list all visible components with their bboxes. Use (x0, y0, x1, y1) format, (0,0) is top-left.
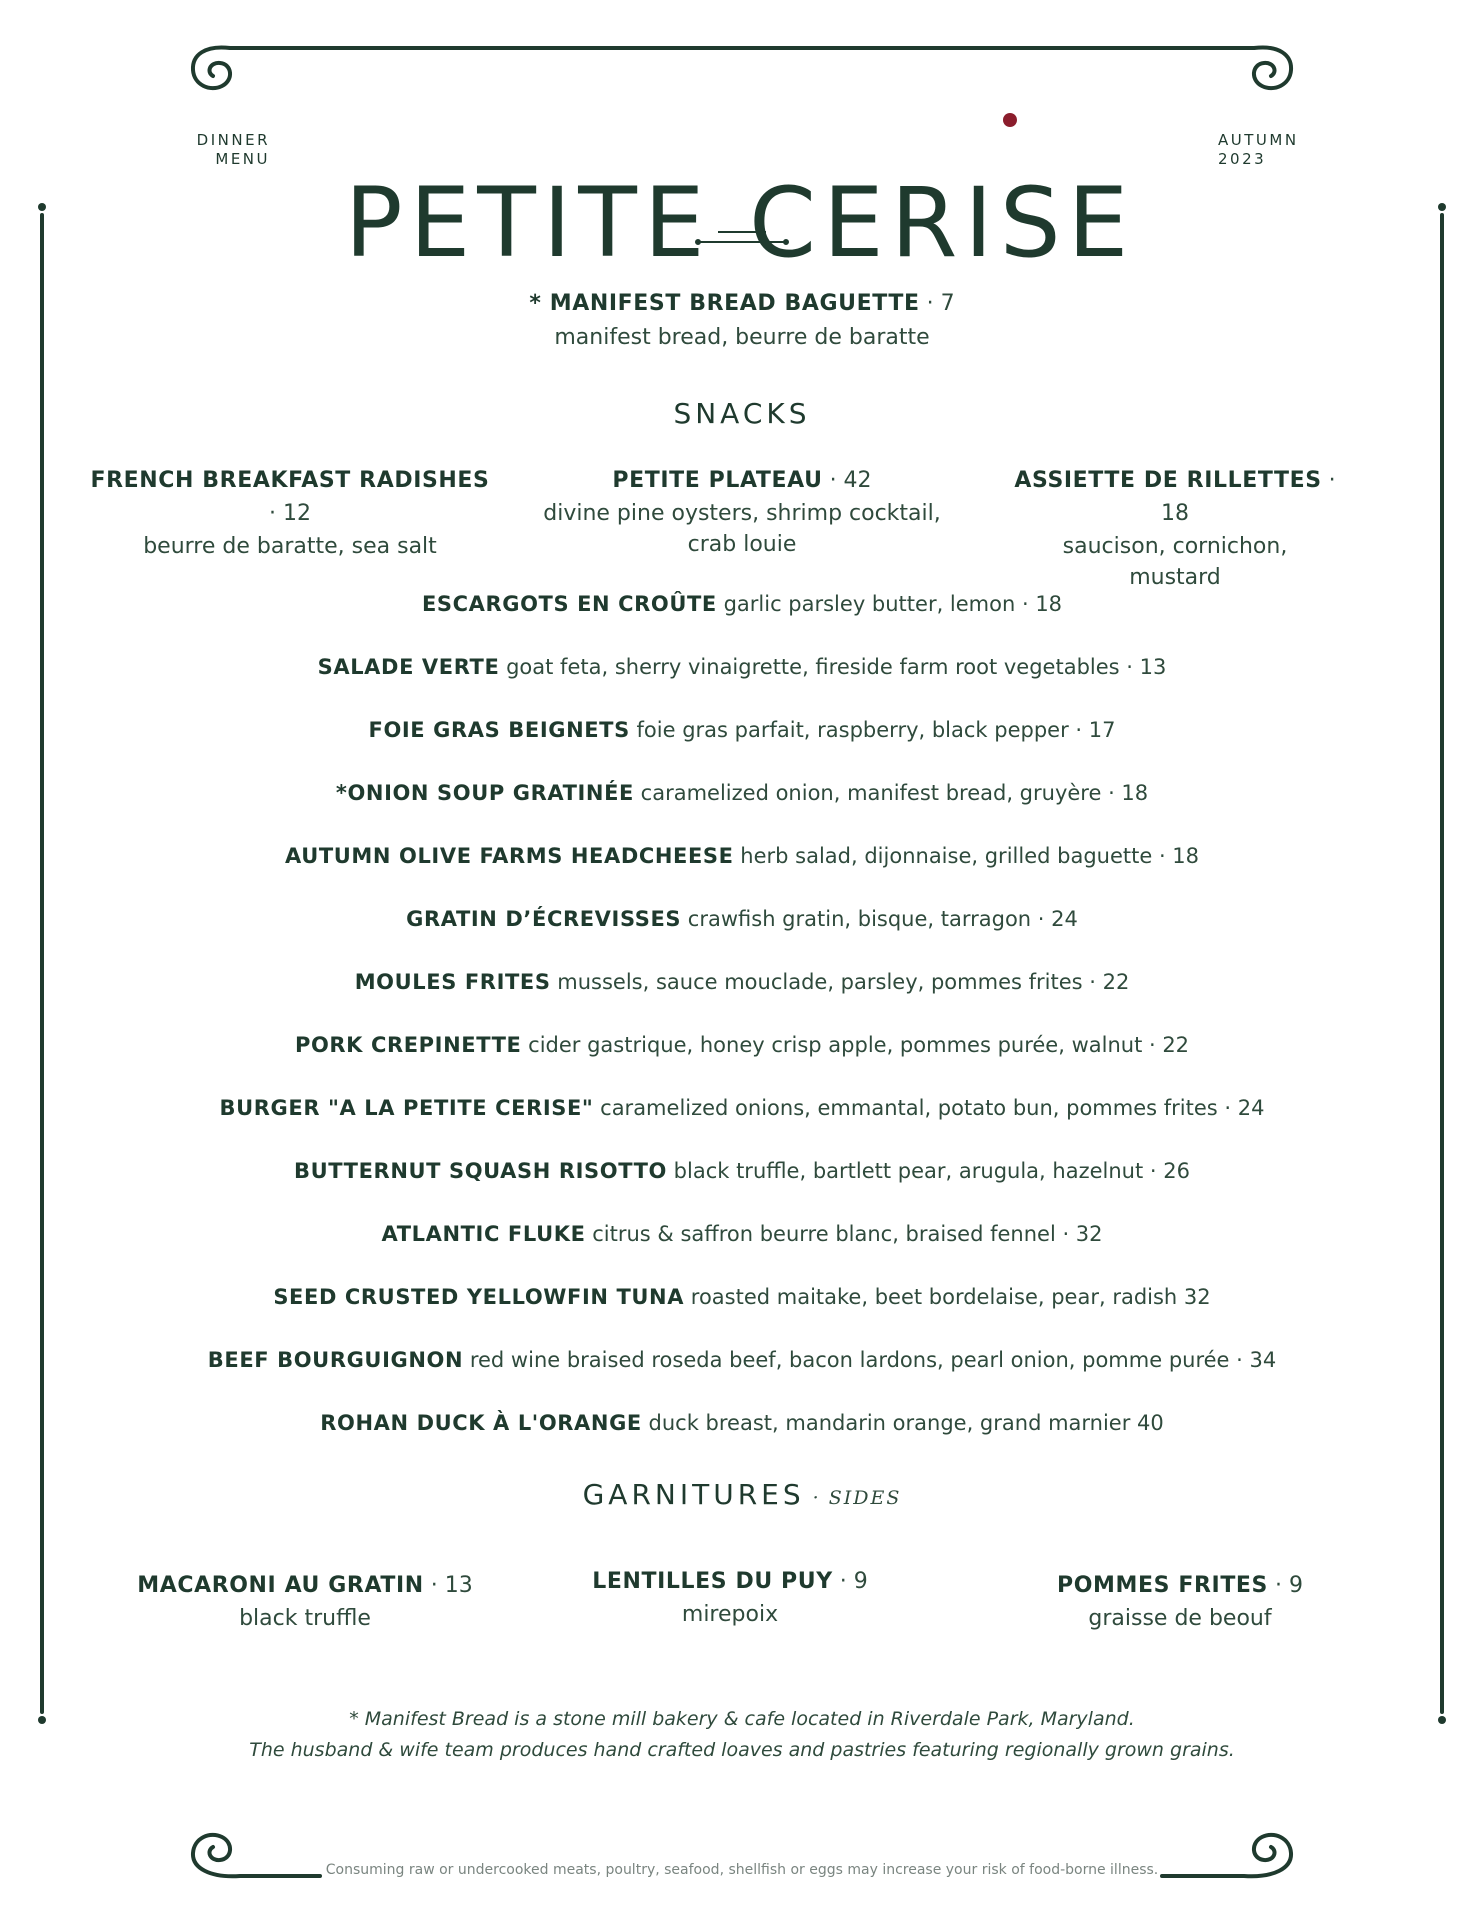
item-name: LENTILLES DU PUY (592, 1569, 833, 1594)
dish-item (0, 652, 1484, 685)
side-item (560, 1566, 900, 1630)
snack-item (90, 465, 490, 562)
item-description: beurre de baratte, sea salt (143, 534, 437, 559)
item-description: mirepoix (681, 1602, 779, 1627)
item-description: graisse de beouf (1088, 1606, 1272, 1631)
dish-item (0, 1219, 1484, 1252)
item-description: saucison, cornichon, (1062, 534, 1288, 559)
item-name: * MANIFEST BREAD BAGUETTE (529, 291, 920, 316)
dish-item (0, 841, 1484, 874)
item-name: ASSIETTE DE RILLETTES (1014, 468, 1322, 493)
restaurant-title: PETITE CERISE (344, 167, 1136, 280)
item-description: manifest bread, beurre de baratte (554, 325, 930, 350)
item-name: SALADE VERTE (317, 655, 500, 679)
item-name: AUTUMN OLIVE FARMS HEADCHEESE (284, 844, 734, 868)
item-name: BURGER "A LA PETITE CERISE" (219, 1096, 594, 1120)
item-name: ATLANTIC FLUKE (381, 1222, 586, 1246)
cherry-dot-icon (1003, 113, 1017, 127)
snack-item (1010, 465, 1340, 593)
item-description: mustard (1129, 565, 1221, 590)
item-description: roasted maitake, beet bordelaise, pear, radish 32 (684, 1285, 1211, 1309)
menu-type-label: DINNER MENU (196, 131, 270, 168)
item-description: caramelized onions, emmantal, potato bun, pommes frites · 24 (593, 1096, 1265, 1120)
item-description: goat feta, sherry vinaigrette, fireside farm root vegetables · 13 (499, 655, 1167, 679)
item-name: BEEF BOURGUIGNON (207, 1348, 464, 1372)
item-description: divine pine oysters, shrimp cocktail, (543, 501, 941, 526)
item-description: duck breast, mandarin orange, grand marnier 40 (641, 1411, 1164, 1435)
item-description: black truffle (239, 1606, 371, 1631)
item-description: herb salad, dijonnaise, grilled baguette · 18 (733, 844, 1200, 868)
item-description: mussels, sauce mouclade, parsley, pommes frites · 22 (550, 970, 1130, 994)
item-name: MACARONI AU GRATIN (137, 1573, 424, 1598)
section-title-garnitures: GARNITURES · SIDES (582, 1478, 902, 1511)
dish-item (0, 1408, 1484, 1441)
item-description: caramelized onion, manifest bread, gruyère · 18 (633, 781, 1149, 805)
swirl-ornament-icon (1254, 47, 1291, 88)
dish-item (0, 1093, 1484, 1126)
item-price: · 7 (919, 291, 955, 316)
item-description: red wine braised roseda beef, bacon lardons, pearl onion, pomme purée · 34 (463, 1348, 1277, 1372)
item-description: crawfish gratin, bisque, tarragon · 24 (681, 907, 1078, 931)
item-price: · 12 (269, 501, 311, 526)
dish-item (0, 967, 1484, 1000)
item-name: POMMES FRITES (1057, 1573, 1268, 1598)
dish-item (0, 1030, 1484, 1063)
dish-item (0, 1156, 1484, 1189)
item-description: black truffle, bartlett pear, arugula, hazelnut · 26 (666, 1159, 1190, 1183)
item-price: · 9 (832, 1569, 868, 1594)
item-name: PORK CREPINETTE (294, 1033, 522, 1057)
item-name: ROHAN DUCK À L'ORANGE (320, 1411, 642, 1435)
item-description: foie gras parfait, raspberry, black pepper · 17 (629, 718, 1116, 742)
item-price: · 9 (1268, 1573, 1303, 1598)
section-subtitle-sides: SIDES (828, 1487, 902, 1509)
season-label: AUTUMN 2023 (1218, 131, 1299, 168)
item-name: FRENCH BREAKFAST RADISHES (90, 468, 490, 493)
item-name: ESCARGOTS EN CROÛTE (421, 592, 717, 616)
side-item (1020, 1570, 1340, 1634)
dish-item (0, 904, 1484, 937)
item-name: MOULES FRITES (354, 970, 551, 994)
item-name: GRATIN D’ÉCREVISSES (406, 907, 682, 931)
item-name: FOIE GRAS BEIGNETS (368, 718, 630, 742)
item-name: *ONION SOUP GRATINÉE (335, 781, 634, 805)
dish-item (0, 1345, 1484, 1378)
bread-footnote: * Manifest Bread is a stone mill bakery & cafe located in Riverdale Park, Maryland. The husband & wife team produces hand crafted loaves and pastries featuring regionally grown grains. (249, 1708, 1235, 1761)
item-price: · 42 (822, 468, 872, 493)
dish-item (0, 715, 1484, 748)
item-description: citrus & saffron beurre blanc, braised fennel · 32 (585, 1222, 1103, 1246)
section-title-snacks: SNACKS (673, 397, 811, 430)
dish-item (0, 778, 1484, 811)
dish-item (0, 589, 1484, 622)
item-price: · 13 (423, 1573, 473, 1598)
item-name: BUTTERNUT SQUASH RISOTTO (294, 1159, 667, 1183)
item-description: cider gastrique, honey crisp apple, pommes purée, walnut · 22 (521, 1033, 1190, 1057)
swirl-ornament-icon (193, 47, 230, 88)
item-description: garlic parsley butter, lemon · 18 (716, 592, 1063, 616)
health-warning: Consuming raw or undercooked meats, poultry, seafood, shellfish or eggs may increase your risk of food-borne illness. (325, 1862, 1159, 1878)
item-name: PETITE PLATEAU (612, 468, 823, 493)
item-price: · 18 (1161, 468, 1336, 526)
featured-item (0, 288, 1484, 354)
item-description: crab louie (687, 532, 797, 557)
item-name: SEED CRUSTED YELLOWFIN TUNA (273, 1285, 685, 1309)
side-item (110, 1570, 500, 1634)
snack-item (520, 465, 964, 560)
dish-item (0, 1282, 1484, 1315)
